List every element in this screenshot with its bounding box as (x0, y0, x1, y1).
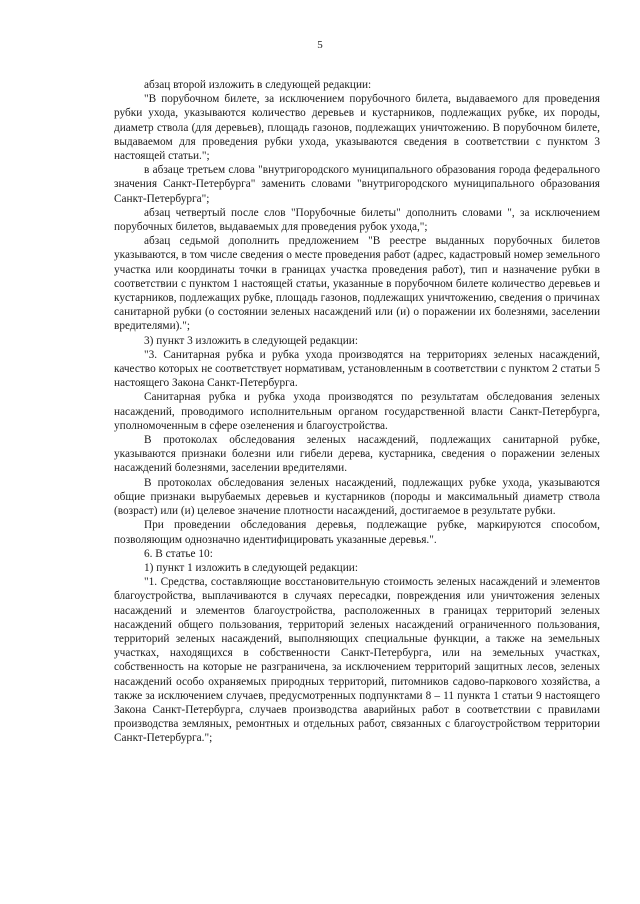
paragraph-12: 6. В статье 10: (144, 547, 213, 560)
paragraph-11: При проведении обследования деревья, подлежащие рубке, маркируются способом, позволяющим однозначно идентифицировать указанные деревья.". (114, 519, 600, 546)
paragraph-14: "1. Средства, составляющие восстановительную стоимость зеленых насаждений и элементов благоустройства, выплачиваются в случаях пересадки, повреждения или уничтожения зеленых насаждений и элементов благоустройства, расположенных в границах территорий зеленых насаждений общего пользования, территорий зеленых насаждений ограниченного пользования, территорий зеленых насаждений, выполняющих специальные функции, а также на земельных участках, находящихся в собственности Санкт-Петербурга, или на земельных участках, собственность на которые не разграничена, за исключением территорий защитных лесов, зеленых насаждений особо охраняемых природных территорий, питомников садово-паркового хозяйства, а также за исключением случаев, предусмотренных подпунктами 8 – 11 пункта 1 статьи 9 настоящего Закона Санкт-Петербурга, случаев производства аварийных работ в соответствии с правилами производства земляных, ремонтных и отдельных работ, связанных с благоустройством территории Санкт-Петербурга."; (114, 576, 600, 745)
paragraph-10: В протоколах обследования зеленых насаждений, подлежащих рубке ухода, указываются общие признаки вырубаемых деревьев и кустарников (породы и максимальный диаметр ствола (возраст) или (и) целевое значение плотности насаждений, достигаемое в результате рубки. (114, 476, 600, 518)
paragraph-2: "В порубочном билете, за исключением порубочного билета, выдаваемого для проведения рубки ухода, указываются количество деревьев и кустарников, подлежащих рубке, их породы, диаметр ствола (для деревьев), площадь газонов, подлежащих уничтожению. В порубочном билете, выдаваемом для проведения рубки ухода, указываются сведения в соответствии с пунктом 3 настоящей статьи."; (114, 93, 600, 163)
document-body (114, 78, 600, 746)
paragraph-3: в абзаце третьем слова "внутригородского муниципального образования города федерального значения Санкт-Петербурга" заменить словами "внутригородского муниципального образования Санкт-Петербурга"; (114, 164, 600, 205)
page-number: 5 (317, 39, 323, 51)
paragraph-5: абзац седьмой дополнить предложением "В реестре выданных порубочных билетов указываются, в том числе сведения о месте проведения работ (адрес, кадастровый номер земельного участка или координаты точки в границах участка проведения работ), тип и назначение рубки в соответствии с пунктом 1 настоящей статьи, указанные в порубочном билете количество деревьев и кустарников, подлежащих рубке, площадь газонов, подлежащих уничтожению, сведения о причинах санитарной рубки (о состоянии зеленых насаждений или (и) о поражении их болезнями, заселении вредителями)."; (114, 235, 600, 333)
paragraph-4: абзац четвертый после слов "Порубочные билеты" дополнить словами ", за исключением порубочных билетов, выдаваемых для проведения рубок ухода,"; (114, 206, 600, 234)
paragraph-8: Санитарная рубка и рубка ухода производятся по результатам обследования зеленых насаждений, проводимого исполнительным органом государственной власти Санкт-Петербурга, уполномоченным в сфере озеленения и благоустройства. (114, 391, 600, 432)
paragraph-6: 3) пункт 3 изложить в следующей редакции: (144, 334, 358, 347)
paragraph-13: 1) пункт 1 изложить в следующей редакции: (144, 561, 358, 574)
paragraph-9: В протоколах обследования зеленых насаждений, подлежащих санитарной рубке, указываются признаки болезни или гибели дерева, кустарника, сведения о поражении зеленых насаждений болезнями, заселении вредителями. (114, 434, 600, 475)
paragraph-7: "3. Санитарная рубка и рубка ухода производятся на территориях зеленых насаждений, качество которых не соответствует нормативам, установленным в соответствии с пунктом 2 статьи 5 настоящего Закона Санкт-Петербурга. (114, 348, 600, 390)
paragraph-1: абзац второй изложить в следующей редакции: (144, 79, 372, 91)
